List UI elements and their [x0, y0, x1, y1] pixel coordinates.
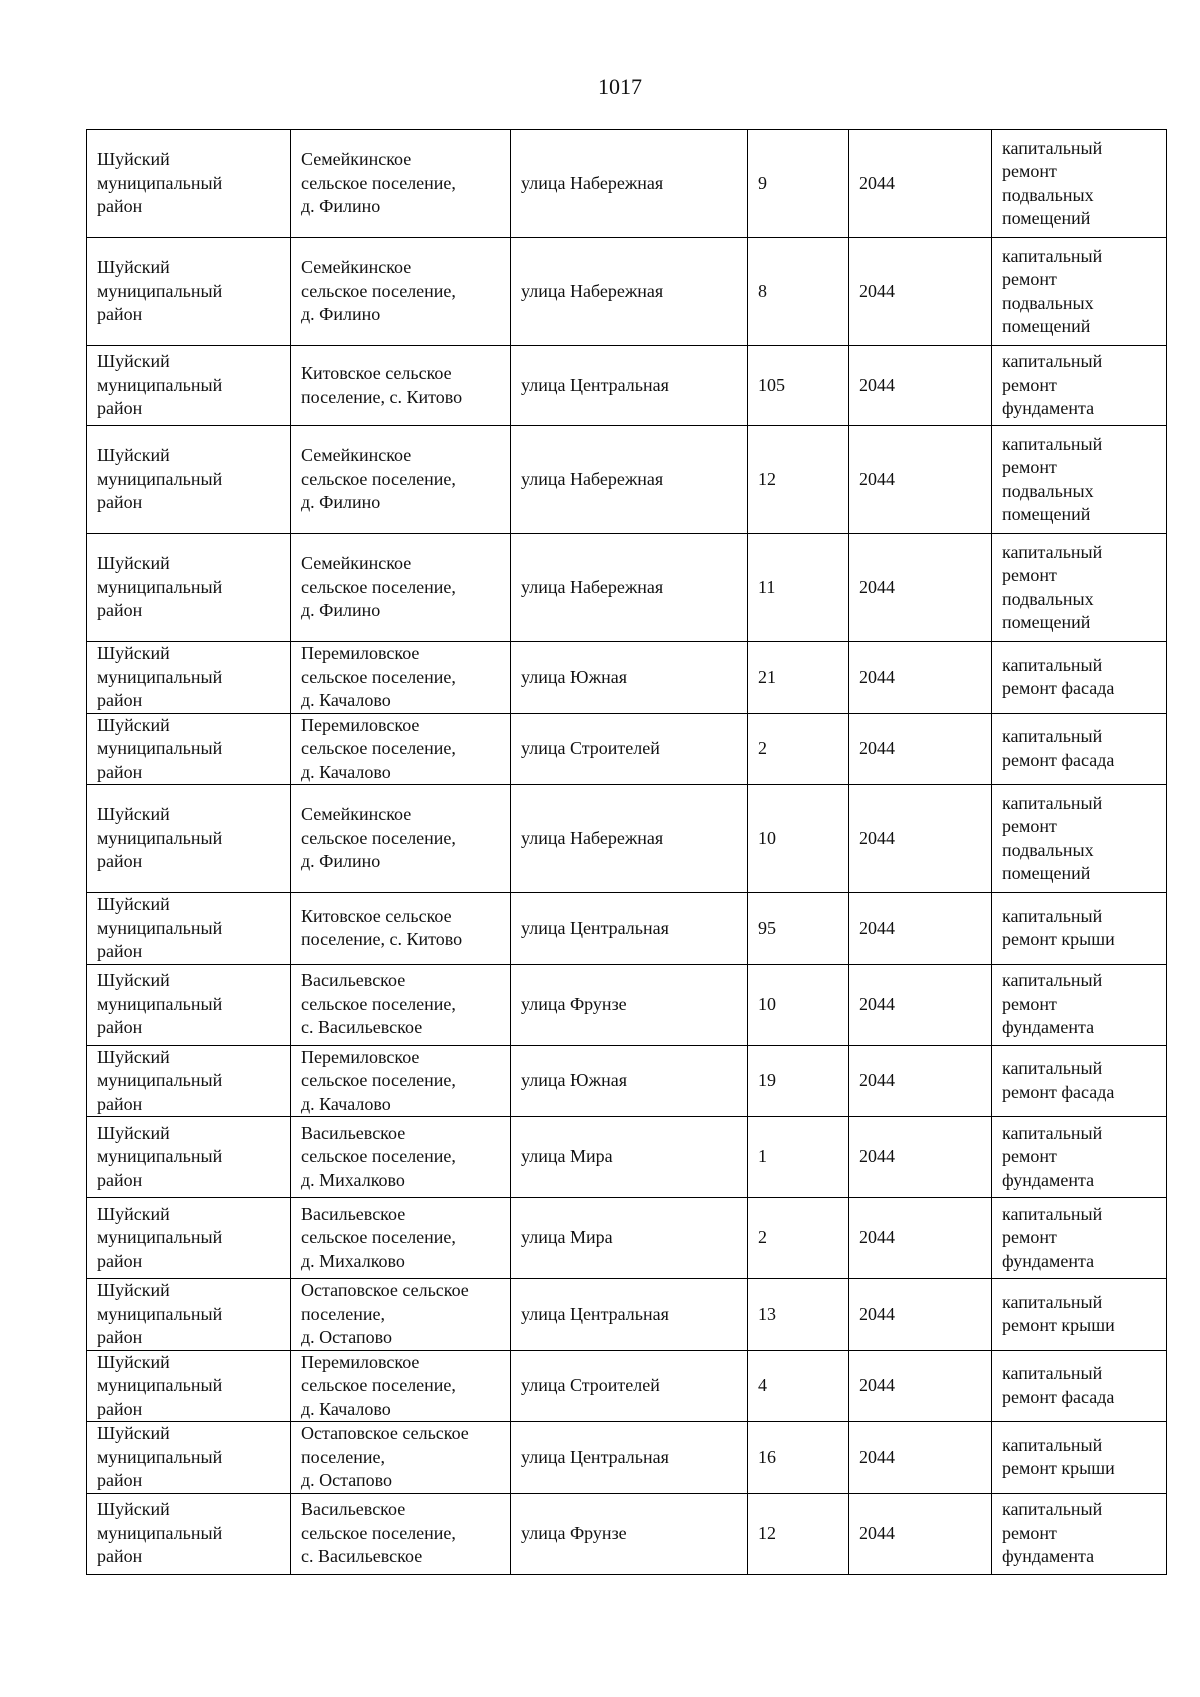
district-text: Шуйский муниципальный район	[97, 714, 223, 782]
district-text: Шуйский муниципальный район	[97, 553, 223, 621]
table-body	[87, 130, 1167, 1575]
work-type-text: капитальный ремонт фундамента	[1002, 970, 1103, 1038]
settlement-cell	[291, 1350, 511, 1422]
street-text: улица Центральная	[521, 917, 669, 938]
year-text: 2044	[859, 827, 895, 848]
street-cell	[511, 1422, 748, 1494]
settlement-text: Семейкинское сельское поселение, д. Филино	[301, 257, 456, 325]
house-number-text: 2	[758, 738, 767, 758]
settlement-text: Семейкинское сельское поселение, д. Филино	[301, 149, 456, 217]
district-text: Шуйский муниципальный район	[97, 643, 223, 710]
work-type-cell	[992, 1422, 1167, 1494]
year-cell	[849, 1117, 992, 1198]
year-text: 2044	[859, 172, 895, 193]
district-cell	[87, 893, 291, 965]
work-type-text: капитальный ремонт подвальных помещений	[1002, 137, 1103, 228]
street-cell	[511, 534, 748, 642]
street-cell	[511, 785, 748, 893]
table-row	[87, 534, 1167, 642]
street-text: улица Набережная	[521, 827, 664, 848]
district-cell	[87, 1198, 291, 1279]
work-type-cell	[992, 426, 1167, 534]
settlement-text: Остаповское сельское поселение, д. Остапово	[301, 1280, 469, 1347]
work-type-cell	[992, 893, 1167, 965]
house-number-cell	[748, 1279, 849, 1351]
table-row	[87, 642, 1167, 714]
street-text: улица Мира	[521, 1146, 613, 1167]
district-text: Шуйский муниципальный район	[97, 1423, 223, 1490]
district-cell	[87, 534, 291, 642]
house-number-text: 95	[758, 917, 776, 938]
house-number-cell	[748, 1350, 849, 1422]
settlement-text: Семейкинское сельское поселение, д. Филино	[301, 553, 456, 621]
work-type-text: капитальный ремонт крыши	[1002, 905, 1115, 950]
district-text: Шуйский муниципальный район	[97, 1499, 223, 1567]
work-type-text: капитальный ремонт фундамента	[1002, 1499, 1103, 1567]
table-row	[87, 1198, 1167, 1279]
settlement-text: Китовское сельское поселение, с. Китово	[301, 363, 463, 407]
year-text: 2044	[859, 1070, 895, 1090]
settlement-cell	[291, 1422, 511, 1494]
year-text: 2044	[859, 468, 895, 489]
table-row	[87, 1279, 1167, 1351]
house-number-text: 19	[758, 1070, 776, 1090]
street-cell	[511, 1279, 748, 1351]
district-cell	[87, 785, 291, 893]
table-row	[87, 785, 1167, 893]
year-cell	[849, 1279, 992, 1351]
street-text: улица Центральная	[521, 1446, 669, 1467]
street-text: улица Центральная	[521, 374, 669, 395]
year-text: 2044	[859, 1446, 895, 1467]
settlement-cell	[291, 893, 511, 965]
street-text: улица Строителей	[521, 738, 660, 758]
house-number-text: 11	[758, 576, 776, 597]
district-cell	[87, 238, 291, 346]
settlement-text: Семейкинское сельское поселение, д. Филино	[301, 445, 456, 513]
settlement-text: Васильевское сельское поселение, д. Михалково	[301, 1122, 456, 1190]
work-type-cell	[992, 238, 1167, 346]
table-row	[87, 964, 1167, 1045]
house-number-text: 8	[758, 280, 767, 301]
settlement-cell	[291, 1045, 511, 1117]
year-text: 2044	[859, 1303, 895, 1324]
settlement-text: Перемиловское сельское поселение, д. Качалово	[301, 1351, 456, 1419]
work-type-cell	[992, 1045, 1167, 1117]
table-row	[87, 1493, 1167, 1574]
settlement-text: Перемиловское сельское поселение, д. Качалово	[301, 1046, 456, 1114]
settlement-text: Перемиловское сельское поселение, д. Качалово	[301, 643, 456, 710]
settlement-cell	[291, 785, 511, 893]
settlement-cell	[291, 426, 511, 534]
table-row	[87, 130, 1167, 238]
year-cell	[849, 346, 992, 426]
district-text: Шуйский муниципальный район	[97, 804, 223, 872]
settlement-text: Перемиловское сельское поселение, д. Качалово	[301, 714, 456, 782]
work-type-cell	[992, 1493, 1167, 1574]
year-cell	[849, 1350, 992, 1422]
street-cell	[511, 713, 748, 785]
house-number-text: 105	[758, 374, 785, 395]
settlement-cell	[291, 1198, 511, 1279]
street-text: улица Набережная	[521, 576, 664, 597]
district-cell	[87, 346, 291, 426]
district-text: Шуйский муниципальный район	[97, 1351, 223, 1419]
street-text: улица Фрунзе	[521, 993, 627, 1014]
work-type-cell	[992, 534, 1167, 642]
settlement-text: Васильевское сельское поселение, с. Васильевское	[301, 1499, 456, 1567]
year-text: 2044	[859, 374, 895, 395]
street-text: улица Строителей	[521, 1375, 660, 1395]
house-number-cell	[748, 642, 849, 714]
street-text: улица Набережная	[521, 280, 664, 301]
table-row	[87, 713, 1167, 785]
year-cell	[849, 1493, 992, 1574]
table-row	[87, 1117, 1167, 1198]
street-text: улица Южная	[521, 1070, 628, 1090]
street-text: улица Южная	[521, 666, 628, 687]
house-number-cell	[748, 346, 849, 426]
street-text: улица Набережная	[521, 172, 664, 193]
table-row	[87, 426, 1167, 534]
district-text: Шуйский муниципальный район	[97, 351, 223, 419]
district-cell	[87, 1279, 291, 1351]
work-type-text: капитальный ремонт подвальных помещений	[1002, 792, 1103, 883]
work-type-text: капитальный ремонт крыши	[1002, 1434, 1115, 1479]
work-type-cell	[992, 642, 1167, 714]
work-type-cell	[992, 346, 1167, 426]
district-text: Шуйский муниципальный район	[97, 1280, 223, 1347]
street-cell	[511, 346, 748, 426]
year-cell	[849, 1198, 992, 1279]
house-number-cell	[748, 1493, 849, 1574]
house-number-cell	[748, 713, 849, 785]
street-cell	[511, 238, 748, 346]
year-cell	[849, 964, 992, 1045]
house-number-text: 4	[758, 1375, 767, 1395]
work-type-text: капитальный ремонт фундамента	[1002, 1122, 1103, 1190]
house-number-text: 1	[758, 1146, 767, 1167]
repair-schedule-table	[86, 129, 1167, 1575]
district-text: Шуйский муниципальный район	[97, 970, 223, 1038]
street-text: улица Фрунзе	[521, 1522, 627, 1543]
district-cell	[87, 1422, 291, 1494]
house-number-cell	[748, 1422, 849, 1494]
year-cell	[849, 785, 992, 893]
house-number-text: 10	[758, 827, 776, 848]
year-cell	[849, 426, 992, 534]
district-cell	[87, 713, 291, 785]
work-type-cell	[992, 1279, 1167, 1351]
work-type-text: капитальный ремонт подвальных помещений	[1002, 245, 1103, 336]
year-text: 2044	[859, 738, 895, 758]
house-number-cell	[748, 426, 849, 534]
table-row	[87, 893, 1167, 965]
table-row	[87, 1350, 1167, 1422]
street-cell	[511, 1117, 748, 1198]
district-text: Шуйский муниципальный район	[97, 149, 223, 217]
table-row	[87, 1045, 1167, 1117]
work-type-cell	[992, 1117, 1167, 1198]
settlement-cell	[291, 1493, 511, 1574]
house-number-text: 13	[758, 1303, 776, 1324]
year-cell	[849, 130, 992, 238]
settlement-text: Семейкинское сельское поселение, д. Филино	[301, 804, 456, 872]
house-number-text: 16	[758, 1446, 776, 1467]
year-text: 2044	[859, 1522, 895, 1543]
work-type-text: капитальный ремонт фасада	[1002, 654, 1115, 699]
work-type-text: капитальный ремонт фасада	[1002, 1363, 1115, 1407]
year-cell	[849, 713, 992, 785]
settlement-cell	[291, 534, 511, 642]
year-cell	[849, 1045, 992, 1117]
house-number-text: 10	[758, 993, 776, 1014]
district-cell	[87, 642, 291, 714]
settlement-cell	[291, 346, 511, 426]
year-text: 2044	[859, 917, 895, 938]
district-cell	[87, 426, 291, 534]
settlement-text: Васильевское сельское поселение, с. Васильевское	[301, 970, 456, 1038]
settlement-cell	[291, 238, 511, 346]
street-cell	[511, 1198, 748, 1279]
district-cell	[87, 1493, 291, 1574]
year-text: 2044	[859, 280, 895, 301]
street-text: улица Центральная	[521, 1303, 669, 1324]
work-type-text: капитальный ремонт фундамента	[1002, 351, 1103, 419]
table-row	[87, 1422, 1167, 1494]
year-cell	[849, 1422, 992, 1494]
street-cell	[511, 1045, 748, 1117]
house-number-text: 21	[758, 666, 776, 687]
district-cell	[87, 130, 291, 238]
district-text: Шуйский муниципальный район	[97, 1046, 223, 1114]
work-type-cell	[992, 785, 1167, 893]
year-text: 2044	[859, 1375, 895, 1395]
work-type-cell	[992, 1350, 1167, 1422]
district-text: Шуйский муниципальный район	[97, 894, 223, 961]
table-row	[87, 346, 1167, 426]
street-cell	[511, 642, 748, 714]
work-type-text: капитальный ремонт крыши	[1002, 1291, 1115, 1336]
year-cell	[849, 534, 992, 642]
table-row	[87, 238, 1167, 346]
work-type-text: капитальный ремонт фасада	[1002, 1058, 1115, 1102]
house-number-cell	[748, 785, 849, 893]
settlement-text: Васильевское сельское поселение, д. Михалково	[301, 1203, 456, 1271]
house-number-cell	[748, 1198, 849, 1279]
year-text: 2044	[859, 993, 895, 1014]
street-cell	[511, 426, 748, 534]
work-type-text: капитальный ремонт фасада	[1002, 726, 1115, 770]
house-number-cell	[748, 1117, 849, 1198]
settlement-cell	[291, 713, 511, 785]
house-number-cell	[748, 964, 849, 1045]
house-number-cell	[748, 534, 849, 642]
page-number: 1017	[598, 74, 642, 99]
year-cell	[849, 642, 992, 714]
settlement-text: Китовское сельское поселение, с. Китово	[301, 905, 463, 950]
district-cell	[87, 1045, 291, 1117]
work-type-cell	[992, 964, 1167, 1045]
street-cell	[511, 130, 748, 238]
district-text: Шуйский муниципальный район	[97, 445, 223, 513]
house-number-text: 9	[758, 172, 767, 193]
settlement-cell	[291, 130, 511, 238]
year-text: 2044	[859, 666, 895, 687]
settlement-cell	[291, 1117, 511, 1198]
district-cell	[87, 964, 291, 1045]
street-text: улица Набережная	[521, 468, 664, 489]
house-number-text: 12	[758, 1522, 776, 1543]
house-number-text: 12	[758, 468, 776, 489]
settlement-cell	[291, 642, 511, 714]
year-text: 2044	[859, 576, 895, 597]
district-cell	[87, 1350, 291, 1422]
district-text: Шуйский муниципальный район	[97, 257, 223, 325]
work-type-text: капитальный ремонт подвальных помещений	[1002, 541, 1103, 632]
year-cell	[849, 893, 992, 965]
settlement-cell	[291, 1279, 511, 1351]
year-text: 2044	[859, 1227, 895, 1248]
district-text: Шуйский муниципальный район	[97, 1203, 223, 1271]
street-cell	[511, 893, 748, 965]
house-number-cell	[748, 893, 849, 965]
work-type-text: капитальный ремонт подвальных помещений	[1002, 433, 1103, 524]
settlement-cell	[291, 964, 511, 1045]
work-type-cell	[992, 130, 1167, 238]
street-text: улица Мира	[521, 1227, 613, 1248]
work-type-text: капитальный ремонт фундамента	[1002, 1203, 1103, 1271]
street-cell	[511, 964, 748, 1045]
street-cell	[511, 1493, 748, 1574]
street-cell	[511, 1350, 748, 1422]
year-cell	[849, 238, 992, 346]
district-text: Шуйский муниципальный район	[97, 1122, 223, 1190]
house-number-cell	[748, 1045, 849, 1117]
work-type-cell	[992, 1198, 1167, 1279]
year-text: 2044	[859, 1146, 895, 1167]
house-number-cell	[748, 238, 849, 346]
house-number-cell	[748, 130, 849, 238]
settlement-text: Остаповское сельское поселение, д. Остапово	[301, 1423, 469, 1490]
work-type-cell	[992, 713, 1167, 785]
house-number-text: 2	[758, 1227, 767, 1248]
district-cell	[87, 1117, 291, 1198]
